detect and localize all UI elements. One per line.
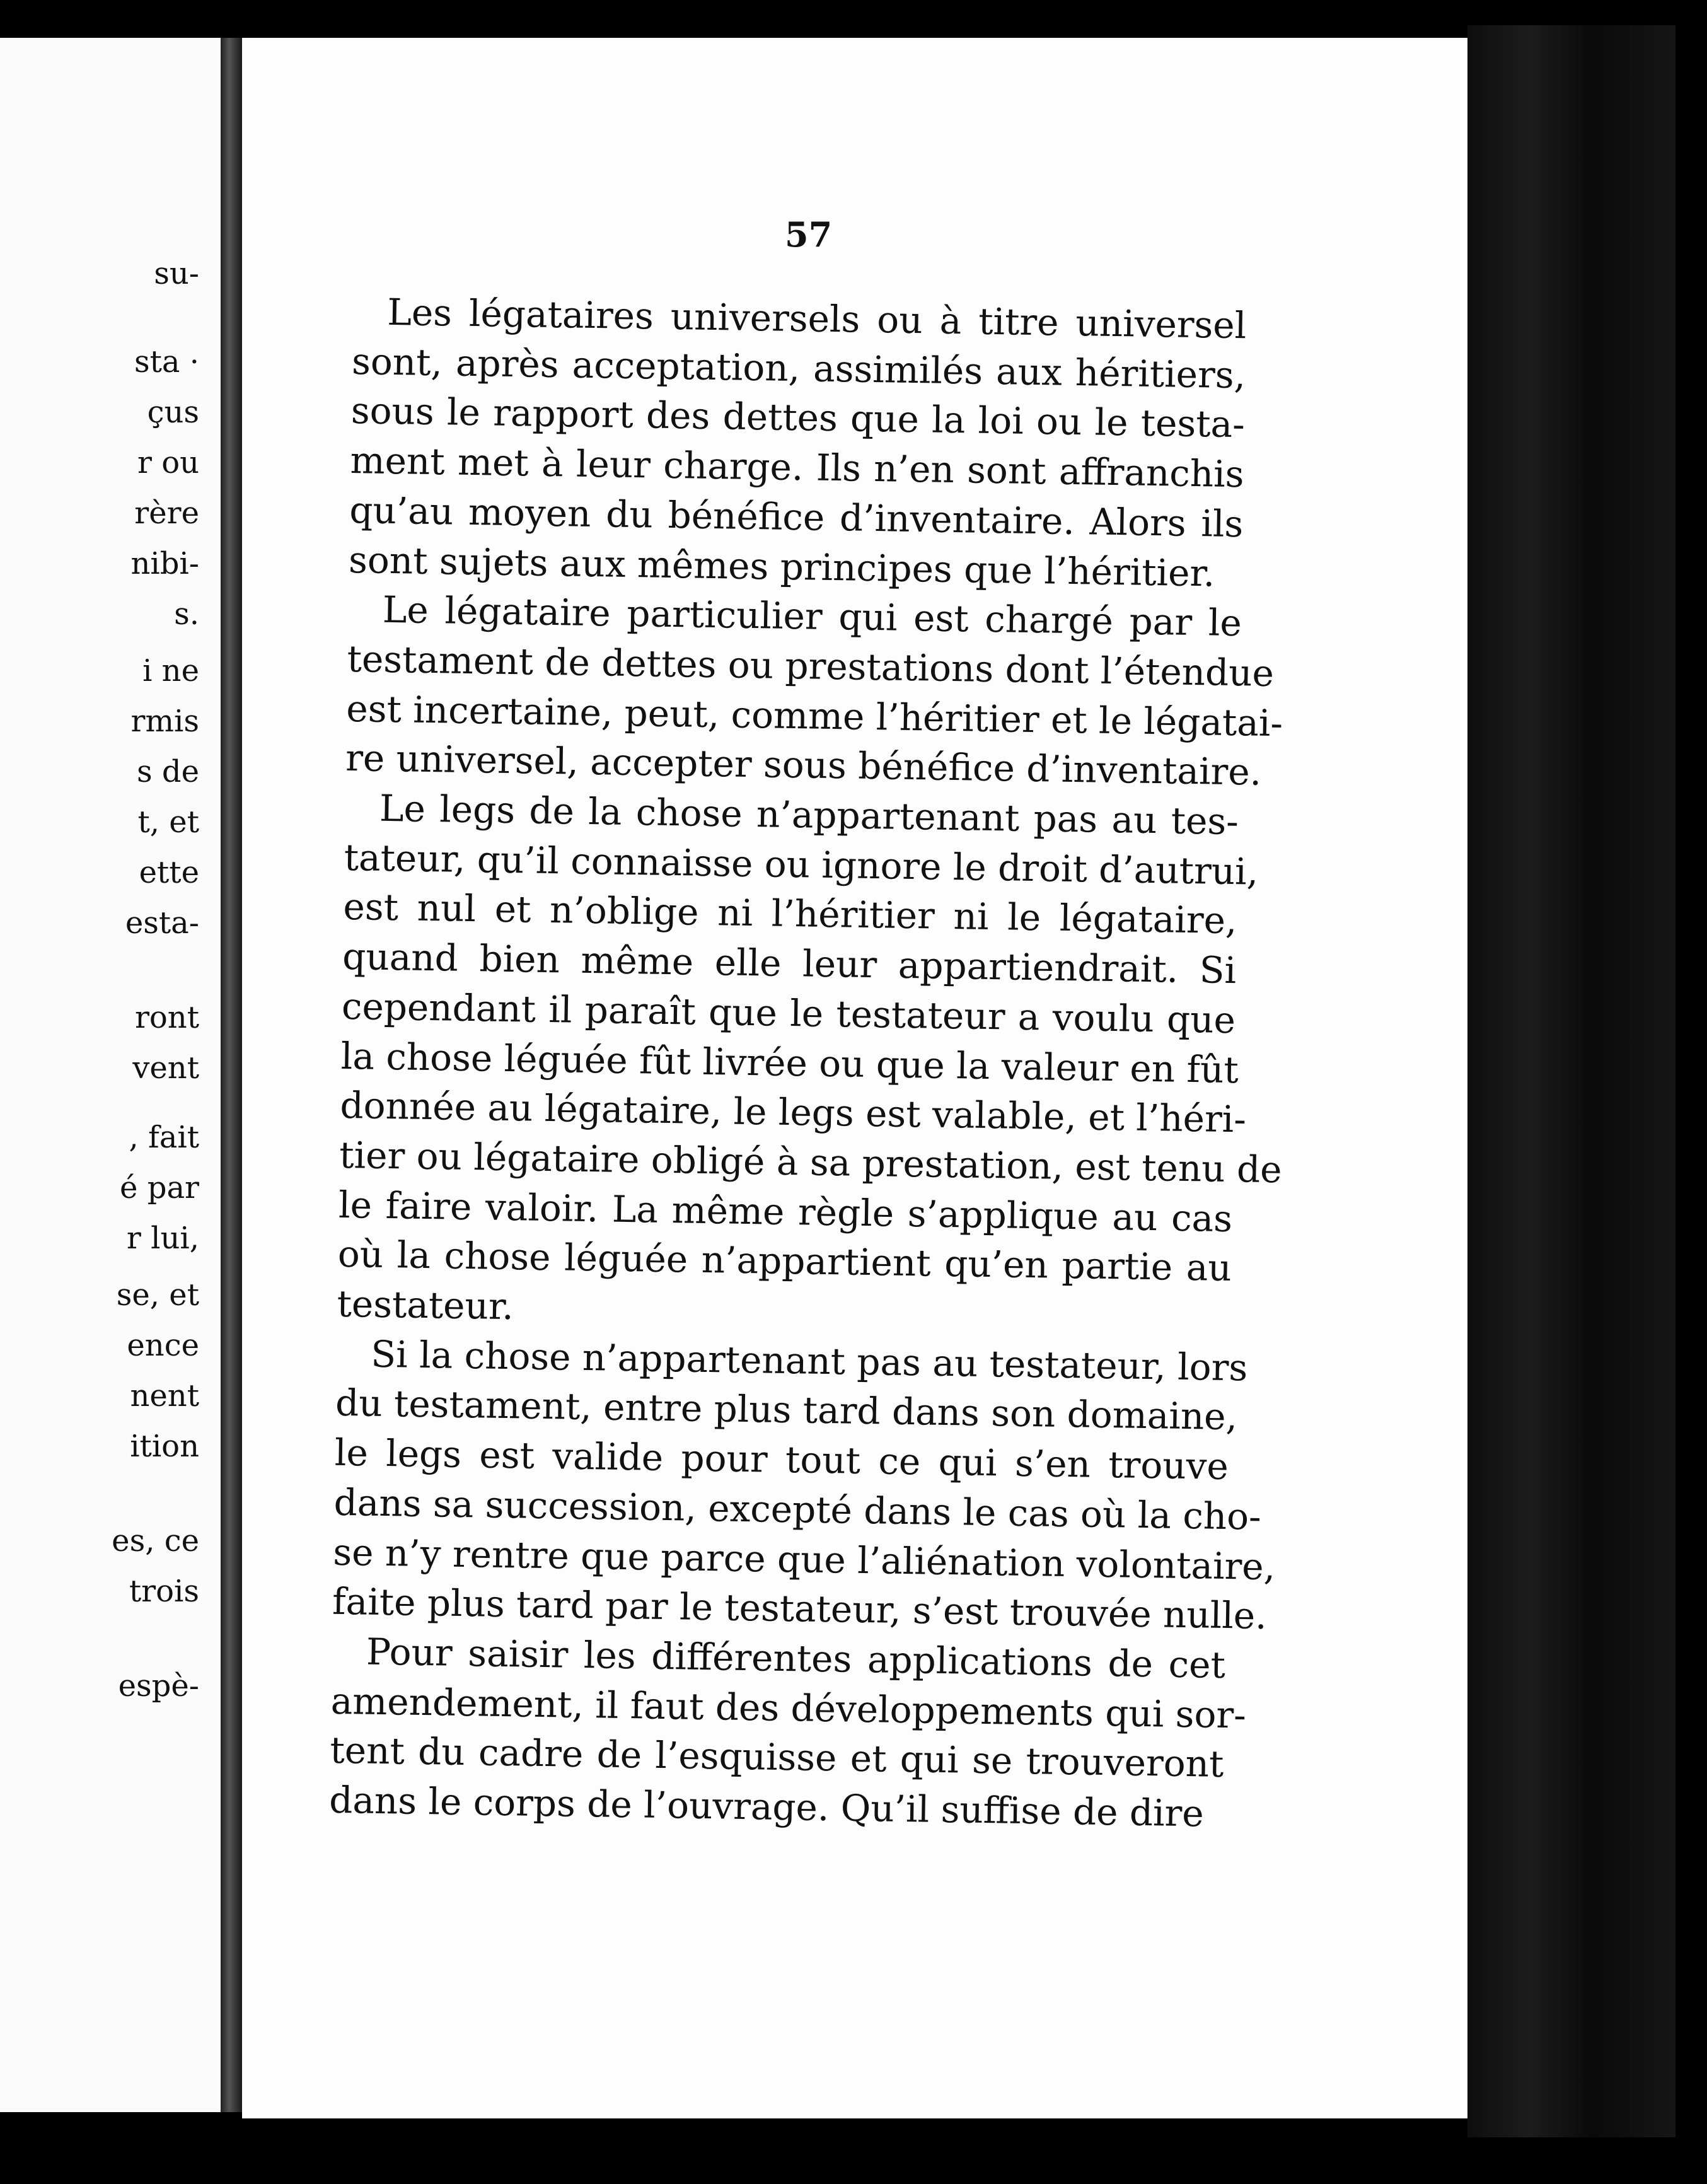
paragraph (328, 1627, 1247, 1839)
previous-page-line-fragment: ront (134, 1000, 199, 1035)
previous-page-line-fragment: es, ce (112, 1523, 199, 1559)
text-line: se n’y rentre que parce que l’aliénation volontaire, (332, 1530, 1276, 1588)
previous-page-line-fragment: s. (174, 596, 199, 632)
text-line: cependant il paraît que le testateur a voulu que (341, 984, 1236, 1042)
text-line: testament de dettes ou prestations dont l’étendue (347, 637, 1275, 695)
previous-page-line-fragment: , fait (129, 1120, 199, 1155)
text-line: re universel, accepter sous bénéfice d’inventaire. (345, 736, 1262, 794)
text-line: donnée au légataire, le legs est valable, et l’héri- (340, 1084, 1247, 1141)
paragraph (345, 584, 1283, 797)
previous-page-line-fragment: r lui, (126, 1221, 199, 1256)
previous-page-line-fragment: su- (154, 256, 199, 291)
previous-page-line-fragment: nent (130, 1378, 199, 1414)
previous-page-line-fragment: esta- (125, 905, 199, 941)
text-line: Pour saisir les différentes applications de cet (366, 1630, 1226, 1687)
paragraph (337, 783, 1283, 1343)
text-line: tent du cadre de l’esquisse et qui se trouveront (330, 1729, 1224, 1786)
text-line: sont, après acceptation, assimilés aux héritiers, (351, 339, 1246, 397)
previous-page-line-fragment: trois (129, 1574, 199, 1609)
text-line: Si la chose n’appartenant pas au testateur, lors (370, 1332, 1248, 1390)
text-line: le legs est valide pour tout ce qui s’en trouve (334, 1431, 1229, 1489)
previous-page-line-fragment: ence (127, 1328, 199, 1363)
text-line: testateur. (337, 1282, 514, 1328)
text-line: amendement, il faut des développements qui sor- (330, 1679, 1247, 1737)
previous-page-line-fragment: sta · (134, 344, 199, 380)
previous-page-line-fragment: t, et (137, 804, 199, 840)
text-line: dans le corps de l’ouvrage. Qu’il suffise de dire (328, 1778, 1205, 1835)
text-line: ment met à leur charge. Ils n’en sont affranchis (350, 439, 1245, 496)
previous-page-line-fragment: nibi- (130, 546, 199, 581)
text-line: est incertaine, peut, comme l’héritier et le légatai- (345, 687, 1283, 745)
previous-page-line-fragment: espè- (118, 1668, 199, 1704)
previous-page-line-fragment: vent (132, 1050, 199, 1086)
previous-page-line-fragment: é par (120, 1170, 199, 1205)
text-line: Le légataire particulier qui est chargé par le (382, 588, 1242, 645)
text-line: qu’au moyen du bénéfice d’inventaire. Alors ils (349, 488, 1244, 546)
previous-page-fragment (0, 38, 221, 2112)
previous-page-line-fragment: çus (147, 395, 199, 430)
text-line: la chose léguée fût livrée ou que la valeur en fût (340, 1034, 1239, 1091)
text-line: est nul et n’oblige ni l’héritier ni le légataire, (343, 885, 1237, 943)
text-line: où la chose léguée n’appartient qu’en partie au (337, 1233, 1232, 1290)
page-number: 57 (785, 214, 833, 255)
previous-page-line-fragment: ition (130, 1429, 199, 1464)
previous-page-line-fragment: se, et (116, 1277, 199, 1313)
text-line: sont sujets aux mêmes principes que l’héritier. (348, 538, 1215, 595)
text-line: tateur, qu’il connaisse ou ignore le droit d’autrui, (344, 835, 1259, 893)
paragraph (332, 1329, 1276, 1641)
page-edges (1467, 25, 1675, 2137)
text-line: du testament, entre plus tard dans son domaine, (335, 1381, 1238, 1439)
previous-page-line-fragment: rmis (130, 704, 199, 739)
previous-page-line-fragment: r ou (137, 445, 199, 480)
previous-page-line-fragment: s de (136, 754, 199, 789)
text-line: tier ou légataire obligé à sa prestation, est tenu de (339, 1133, 1283, 1192)
text-line: Le legs de la chose n’appartenant pas au tes- (379, 786, 1239, 844)
previous-page-line-fragment: ette (139, 855, 199, 890)
book-gutter (221, 38, 242, 2112)
text-line: Les légataires universels ou à titre universel (386, 290, 1247, 347)
text-line: quand bien même elle leur appartiendrait. Si (342, 935, 1237, 992)
page-body (328, 287, 1283, 1839)
text-line: sous le rapport des dettes que la loi ou le testa- (350, 389, 1246, 446)
text-line: le faire valoir. La même règle s’applique au cas (338, 1183, 1233, 1240)
paragraph (349, 287, 1247, 598)
text-line: dans sa succession, excepté dans le cas où la cho- (333, 1480, 1262, 1538)
previous-page-line-fragment: i ne (142, 653, 199, 688)
text-line: faite plus tard par le testateur, s’est trouvée nulle. (332, 1580, 1268, 1638)
previous-page-line-fragment: rère (134, 496, 199, 531)
